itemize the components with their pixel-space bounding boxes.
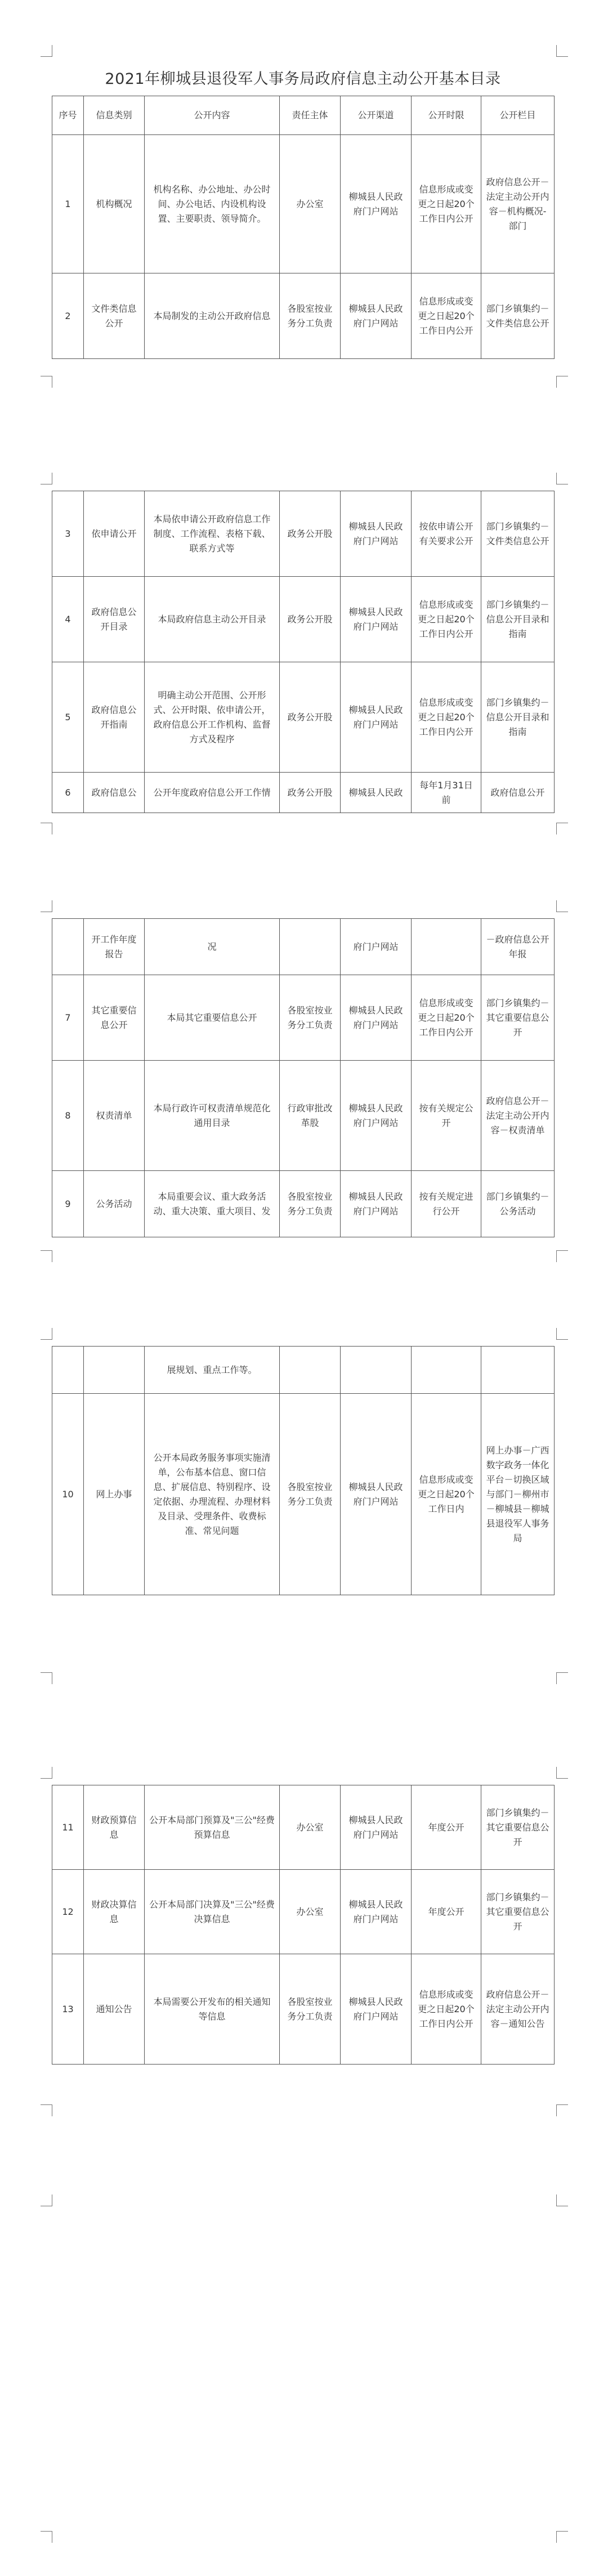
cell-content: 机构名称、办公地址、办公时间、办公电话、内设机构设置、主要职责、领导简介。 xyxy=(145,135,280,273)
cell-owner: 政务公开股 xyxy=(280,577,341,662)
crop-mark xyxy=(556,376,568,388)
cell-category: 政府信息公开指南 xyxy=(84,662,145,773)
directory-table-page-4 xyxy=(52,1346,555,1595)
cell-content: 本局依申请公开政府信息工作制度、工作流程、表格下载、联系方式等 xyxy=(145,491,280,577)
cell-content: 公开本局政务服务事项实施清单，公布基本信息、窗口信息、扩展信息、特别程序、设定依据、办理流程、办理材料及目录、受理条件、收费标准、常见问题 xyxy=(145,1394,280,1595)
cell-category: 政府信息公开目录 xyxy=(84,577,145,662)
cell-owner: 办公室 xyxy=(280,1870,341,1954)
crop-mark xyxy=(556,900,568,912)
cell-column: 部门乡镇集约－其它重要信息公开 xyxy=(481,1785,555,1870)
cell-content: 本局政府信息主动公开目录 xyxy=(145,577,280,662)
crop-mark xyxy=(556,45,568,57)
cell-owner: 各股室按业务分工负责 xyxy=(280,273,341,359)
header-channel: 公开渠道 xyxy=(341,96,412,135)
cell-category: 通知公告 xyxy=(84,1954,145,2065)
crop-mark xyxy=(41,900,52,912)
crop-mark xyxy=(556,2194,568,2206)
cell-deadline: 信息形成或变更之日起20个工作日内公开 xyxy=(412,273,481,359)
cell-channel: 柳城县人民政府门户网站 xyxy=(341,1954,412,2065)
cell-column: 政府信息公开－法定主动公开内容－通知公告 xyxy=(481,1954,555,2065)
cell-deadline: 按有关规定进行公开 xyxy=(412,1171,481,1237)
cell-deadline: 按依申请公开有关要求公开 xyxy=(412,491,481,577)
crop-mark xyxy=(41,1672,52,1684)
cell-content: 本局重要会议、重大政务活动、重大决策、重大项目、发 xyxy=(145,1171,280,1237)
crop-mark xyxy=(41,2104,52,2116)
table-row xyxy=(52,1394,555,1595)
table-row xyxy=(52,919,555,975)
directory-table-page-1 xyxy=(52,96,555,359)
crop-mark xyxy=(556,473,568,484)
header-content: 公开内容 xyxy=(145,96,280,135)
cell-content: 公开本局部门决算及"三公"经费决算信息 xyxy=(145,1870,280,1954)
crop-mark xyxy=(41,473,52,484)
cell-owner: 各股室按业务分工负责 xyxy=(280,1394,341,1595)
header-no: 序号 xyxy=(52,96,84,135)
cell-channel: 柳城县人民政府门户网站 xyxy=(341,491,412,577)
cell-channel: 柳城县人民政府门户网站 xyxy=(341,662,412,773)
cell-no: 12 xyxy=(52,1870,84,1954)
cell-no: 1 xyxy=(52,135,84,273)
crop-mark xyxy=(41,376,52,388)
cell-no: 3 xyxy=(52,491,84,577)
table-row xyxy=(52,1785,555,1870)
cell-owner: 政务公开股 xyxy=(280,662,341,773)
cell-channel: 柳城县人民政府门户网站 xyxy=(341,1171,412,1237)
header-column: 公开栏目 xyxy=(481,96,555,135)
cell-channel: 柳城县人民政府门户网站 xyxy=(341,975,412,1061)
cell-category: 其它重要信息公开 xyxy=(84,975,145,1061)
cell-column: 政府信息公开 xyxy=(481,773,555,813)
cell-category: 公务活动 xyxy=(84,1171,145,1237)
crop-mark xyxy=(41,2194,52,2206)
cell-column: 政府信息公开－法定主动公开内容－权责清单 xyxy=(481,1061,555,1171)
cell-content: 公开本局部门预算及"三公"经费预算信息 xyxy=(145,1785,280,1870)
cell-deadline: 每年1月31日前 xyxy=(412,773,481,813)
cell-column: 部门乡镇集约－信息公开目录和指南 xyxy=(481,577,555,662)
cell-no: 2 xyxy=(52,273,84,359)
cell-category: 开工作年度报告 xyxy=(84,919,145,975)
cell-category: 机构概况 xyxy=(84,135,145,273)
crop-mark xyxy=(556,1250,568,1262)
directory-table-page-2 xyxy=(52,491,555,813)
crop-mark xyxy=(41,1767,52,1779)
directory-table-page-3 xyxy=(52,918,555,1237)
cell-channel: 柳城县人民政 xyxy=(341,773,412,813)
table-row xyxy=(52,1870,555,1954)
cell-column: 部门乡镇集约－文件类信息公开 xyxy=(481,491,555,577)
cell-channel: 柳城县人民政府门户网站 xyxy=(341,273,412,359)
cell-category: 政府信息公 xyxy=(84,773,145,813)
table-row xyxy=(52,1347,555,1394)
cell-content: 明确主动公开范围、公开形式、公开时限、依申请公开，政府信息公开工作机构、监督方式及程序 xyxy=(145,662,280,773)
cell-deadline: 信息形成或变更之日起20个工作日内公开 xyxy=(412,1954,481,2065)
cell-owner: 各股室按业务分工负责 xyxy=(280,1171,341,1237)
crop-mark xyxy=(556,2104,568,2116)
cell-content: 本局需要公开发布的相关通知等信息 xyxy=(145,1954,280,2065)
cell-deadline: 信息形成或变更之日起20个工作日内公开 xyxy=(412,662,481,773)
header-owner: 责任主体 xyxy=(280,96,341,135)
cell-column: 部门乡镇集约－其它重要信息公开 xyxy=(481,975,555,1061)
cell-column: 政府信息公开－法定主动公开内容－机构概况-部门 xyxy=(481,135,555,273)
cell-channel: 柳城县人民政府门户网站 xyxy=(341,1061,412,1171)
table-row xyxy=(52,135,555,273)
crop-mark xyxy=(556,1767,568,1779)
cell-category: 财政决算信息 xyxy=(84,1870,145,1954)
cell-no: 4 xyxy=(52,577,84,662)
crop-mark xyxy=(556,823,568,834)
crop-mark xyxy=(41,823,52,834)
cell-no: 13 xyxy=(52,1954,84,2065)
crop-mark xyxy=(41,1328,52,1340)
cell-deadline: 信息形成或变更之日起20个工作日内公开 xyxy=(412,135,481,273)
crop-mark xyxy=(41,2531,52,2543)
cell-owner: 各股室按业务分工负责 xyxy=(280,975,341,1061)
table-row xyxy=(52,1171,555,1237)
cell-content: 本局行政许可权责清单规范化通用目录 xyxy=(145,1061,280,1171)
header-category: 信息类别 xyxy=(84,96,145,135)
cell-no: 10 xyxy=(52,1394,84,1595)
cell-owner: 政务公开股 xyxy=(280,491,341,577)
table-row xyxy=(52,577,555,662)
document-title: 2021年柳城县退役军人事务局政府信息主动公开基本目录 xyxy=(105,70,501,88)
header-deadline: 公开时限 xyxy=(412,96,481,135)
cell-deadline: 年度公开 xyxy=(412,1870,481,1954)
cell-no: 7 xyxy=(52,975,84,1061)
crop-mark xyxy=(41,1250,52,1262)
crop-mark xyxy=(556,2531,568,2543)
crop-mark xyxy=(556,1328,568,1340)
cell-no: 8 xyxy=(52,1061,84,1171)
cell-owner: 行政审批改革股 xyxy=(280,1061,341,1171)
table-row xyxy=(52,491,555,577)
table-header-row xyxy=(52,96,555,135)
crop-mark xyxy=(556,1672,568,1684)
cell-category: 依申请公开 xyxy=(84,491,145,577)
cell-channel: 柳城县人民政府门户网站 xyxy=(341,1394,412,1595)
directory-table-page-5 xyxy=(52,1785,555,2065)
cell-owner: 办公室 xyxy=(280,1785,341,1870)
cell-content: 况 xyxy=(145,919,280,975)
cell-column: －政府信息公开年报 xyxy=(481,919,555,975)
cell-column: 部门乡镇集约－信息公开目录和指南 xyxy=(481,662,555,773)
cell-no: 6 xyxy=(52,773,84,813)
cell-channel: 柳城县人民政府门户网站 xyxy=(341,1785,412,1870)
table-row xyxy=(52,662,555,773)
cell-deadline: 信息形成或变更之日起20个工作日内公开 xyxy=(412,975,481,1061)
cell-content: 公开年度政府信息公开工作情 xyxy=(145,773,280,813)
cell-category: 权责清单 xyxy=(84,1061,145,1171)
table-row xyxy=(52,1061,555,1171)
cell-deadline: 按有关规定公开 xyxy=(412,1061,481,1171)
cell-owner: 政务公开股 xyxy=(280,773,341,813)
cell-content: 展规划、重点工作等。 xyxy=(145,1347,280,1394)
cell-channel: 柳城县人民政府门户网站 xyxy=(341,1870,412,1954)
table-row xyxy=(52,773,555,813)
cell-content: 本局其它重要信息公开 xyxy=(145,975,280,1061)
cell-channel: 柳城县人民政府门户网站 xyxy=(341,577,412,662)
table-row xyxy=(52,1954,555,2065)
cell-column: 部门乡镇集约－文件类信息公开 xyxy=(481,273,555,359)
table-row xyxy=(52,273,555,359)
cell-channel: 柳城县人民政府门户网站 xyxy=(341,135,412,273)
cell-category: 文件类信息公开 xyxy=(84,273,145,359)
cell-channel: 府门户网站 xyxy=(341,919,412,975)
cell-no: 11 xyxy=(52,1785,84,1870)
cell-content: 本局制发的主动公开政府信息 xyxy=(145,273,280,359)
cell-column: 网上办事－广西数字政务一体化平台－切换区域与部门－柳州市－柳城县－柳城县退役军人事务局 xyxy=(481,1394,555,1595)
cell-no: 9 xyxy=(52,1171,84,1237)
crop-mark xyxy=(41,45,52,57)
cell-deadline: 信息形成或变更之日起20个工作日内 xyxy=(412,1394,481,1595)
table-row xyxy=(52,975,555,1061)
cell-no: 5 xyxy=(52,662,84,773)
cell-column: 部门乡镇集约－其它重要信息公开 xyxy=(481,1870,555,1954)
cell-column: 部门乡镇集约－公务活动 xyxy=(481,1171,555,1237)
cell-deadline: 年度公开 xyxy=(412,1785,481,1870)
cell-category: 财政预算信息 xyxy=(84,1785,145,1870)
cell-category: 网上办事 xyxy=(84,1394,145,1595)
cell-deadline: 信息形成或变更之日起20个工作日内公开 xyxy=(412,577,481,662)
cell-owner: 办公室 xyxy=(280,135,341,273)
cell-owner: 各股室按业务分工负责 xyxy=(280,1954,341,2065)
